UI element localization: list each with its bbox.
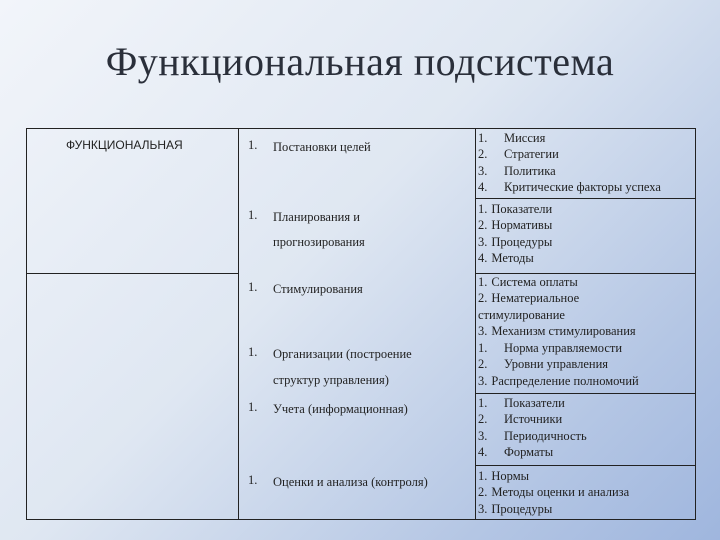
list-item: 3. Распределение полномочий	[478, 373, 639, 388]
row-4-elements	[478, 340, 696, 389]
list-item: 1. Нормы	[478, 469, 530, 483]
row-3-number: 1.	[248, 280, 258, 294]
row-6-function: Оценки и анализа (контроля)	[273, 475, 428, 489]
row-divider-right-1	[475, 198, 696, 199]
row-2-elements	[478, 201, 696, 266]
table-border-bottom	[26, 519, 696, 520]
row-6-number: 1.	[248, 473, 258, 487]
list-item: 3. Периодичность	[478, 428, 587, 443]
row-4-function-line-2: структур управления)	[273, 373, 389, 387]
list-item: 2. Нормативы	[478, 218, 553, 233]
table-border-left	[26, 128, 27, 520]
list-item: 1. Норма управляемости	[478, 341, 623, 355]
subsystem-table	[26, 128, 696, 520]
list-item: 2. Уровни управления	[478, 357, 609, 372]
list-item: стимулирование	[478, 307, 565, 322]
row-3-elements	[478, 274, 696, 339]
row-5-number: 1.	[248, 400, 258, 414]
list-item: 3. Политика	[478, 163, 556, 178]
list-item: 2. Нематериальное	[478, 291, 580, 306]
row-3-function: Стимулирования	[273, 282, 363, 296]
row-4-function-line-1: Организации (построение	[273, 347, 412, 361]
row-2-function-line-1: Планирования и	[273, 210, 360, 224]
row-2-number: 1.	[248, 208, 258, 222]
list-item: 1. Показатели	[478, 202, 553, 216]
list-item: 4. Критические факторы успеха	[478, 179, 661, 194]
column-divider-2	[475, 128, 476, 520]
subsystem-label: ФУНКЦИОНАЛЬНАЯ	[66, 138, 183, 152]
list-item: 1. Показатели	[478, 396, 565, 410]
row-divider-right-3	[475, 393, 696, 394]
list-item: 4. Методы	[478, 250, 534, 265]
row-1-elements	[478, 130, 696, 195]
list-item: 4. Форматы	[478, 444, 554, 459]
list-item: 1. Система оплаты	[478, 275, 578, 289]
list-item: 3. Механизм стимулирования	[478, 323, 636, 338]
list-item: 1. Миссия	[478, 131, 546, 145]
row-1-function: Постановки целей	[273, 140, 371, 154]
list-item: 2. Стратегии	[478, 147, 559, 162]
list-item: 3. Процедуры	[478, 501, 553, 516]
list-item: 3. Процедуры	[478, 234, 553, 249]
row-5-function: Учета (информационная)	[273, 402, 408, 416]
row-4-number: 1.	[248, 345, 258, 359]
row-divider-left	[26, 273, 238, 274]
row-1-number: 1.	[248, 138, 258, 152]
list-item: 2. Источники	[478, 412, 563, 427]
column-divider-1	[238, 128, 239, 520]
slide-title: Функциональная подсистема	[105, 39, 615, 84]
table-border-top	[26, 128, 696, 129]
list-item: 2. Методы оценки и анализа	[478, 485, 630, 500]
row-2-function-line-2: прогнозирования	[273, 235, 365, 249]
row-divider-right-4	[475, 465, 696, 466]
row-6-elements	[478, 468, 696, 517]
row-5-elements	[478, 395, 696, 460]
